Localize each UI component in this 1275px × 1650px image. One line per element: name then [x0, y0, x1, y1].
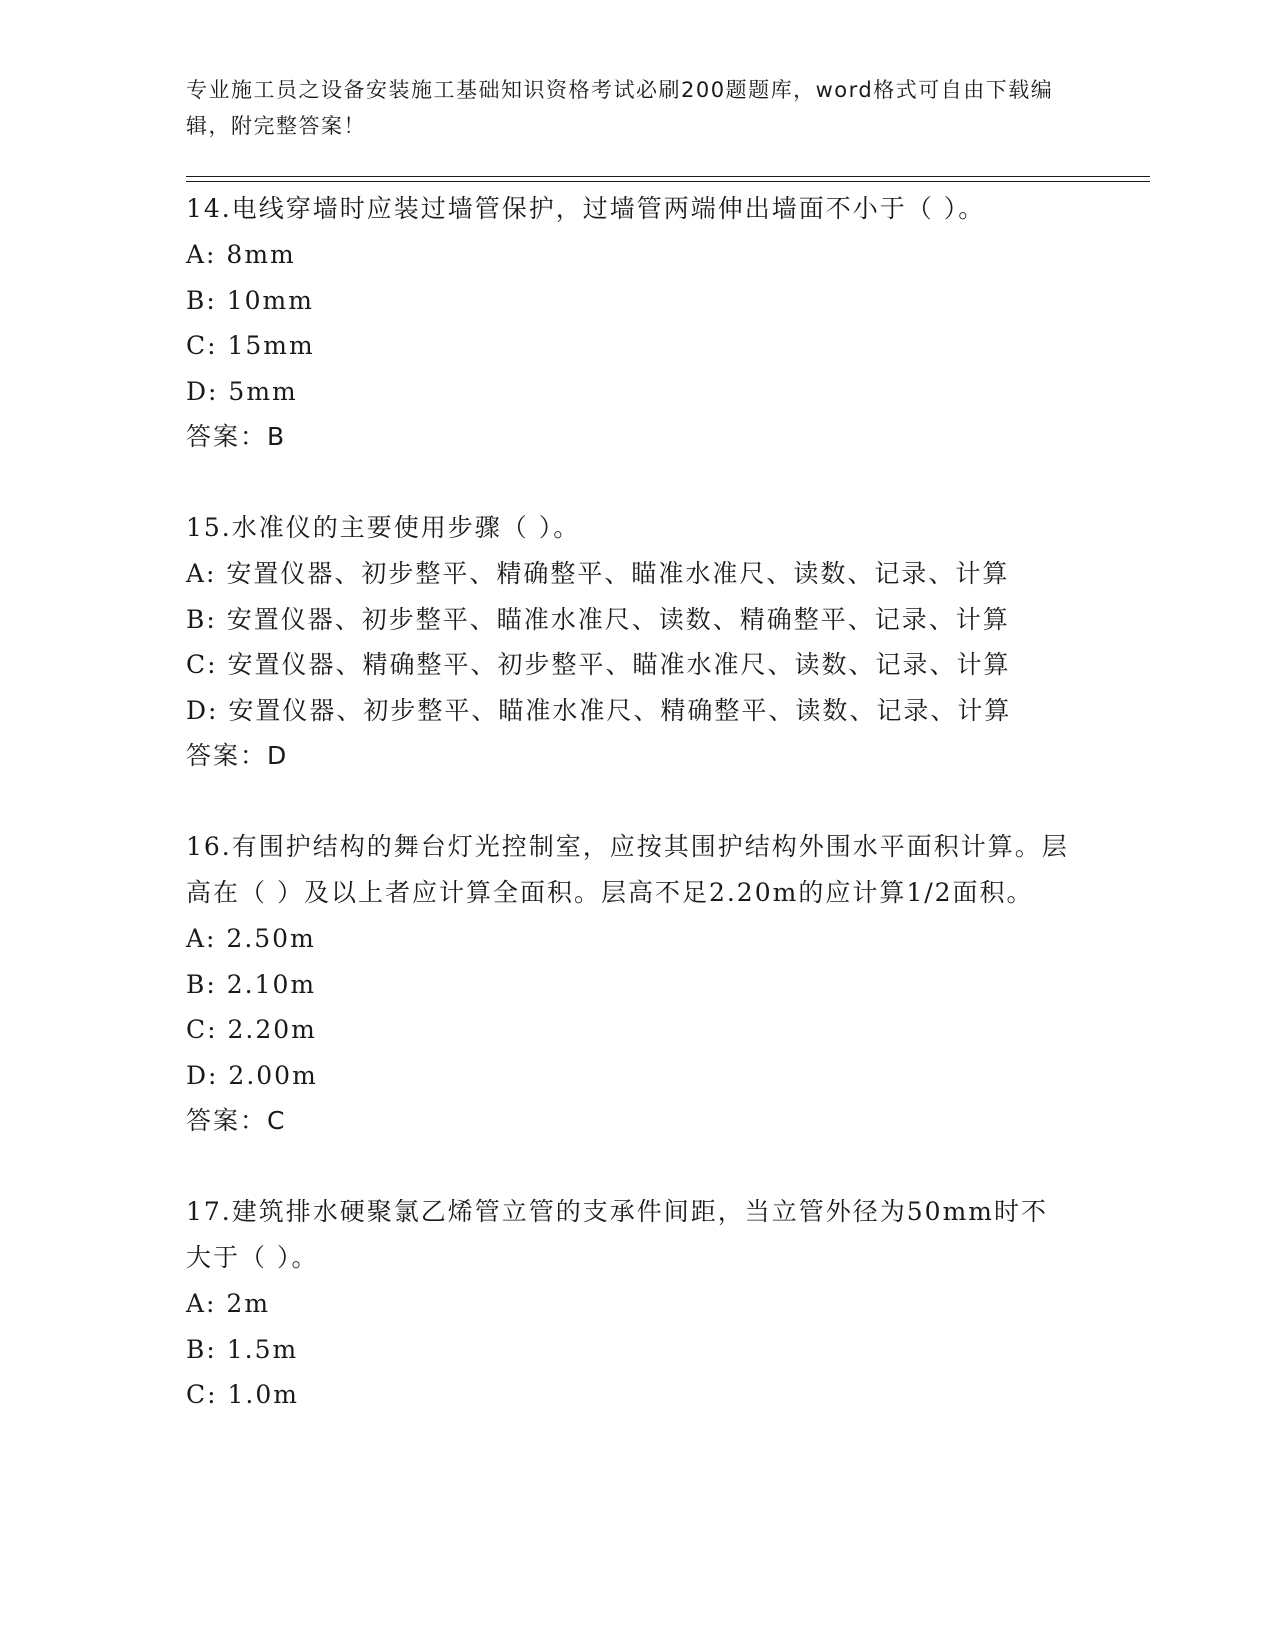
answer: 答案：D — [186, 741, 289, 770]
answer: 答案：C — [186, 1106, 287, 1135]
question-list — [186, 186, 1086, 1418]
option-c: C: 2.20m — [186, 1015, 317, 1044]
question-stem: 15.水准仪的主要使用步骤（ ）。 — [186, 513, 581, 542]
spacer — [186, 1144, 1086, 1189]
header-divider-top — [186, 176, 1150, 177]
option-c: C: 1.0m — [186, 1380, 299, 1409]
question-14 — [186, 186, 1086, 460]
option-d: D: 安置仪器、初步整平、瞄准水准尺、精确整平、读数、记录、计算 — [186, 695, 1012, 725]
header-divider-bottom — [186, 181, 1150, 182]
option-b: B: 安置仪器、初步整平、瞄准水准尺、读数、精确整平、记录、计算 — [186, 604, 1010, 634]
question-16 — [186, 824, 1086, 1144]
question-stem: 14.电线穿墙时应装过墙管保护，过墙管两端伸出墙面不小于（ ）。 — [186, 194, 986, 223]
option-b: B: 2.10m — [186, 969, 317, 999]
option-c: C: 安置仪器、精确整平、初步整平、瞄准水准尺、读数、记录、计算 — [186, 650, 1011, 679]
option-a: A: 安置仪器、初步整平、精确整平、瞄准水准尺、读数、记录、计算 — [186, 559, 1010, 588]
question-stem: 16.有围护结构的舞台灯光控制室，应按其围护结构外围水平面积计算。层高在（ ）及以上者应计算全面积。层高不足2.20m的应计算1/2面积。 — [186, 832, 1069, 907]
question-stem: 17.建筑排水硬聚氯乙烯管立管的支承件间距，当立管外径为50mm时不大于（ ）。 — [186, 1197, 1048, 1272]
option-d: D: 5mm — [186, 376, 298, 406]
option-d: D: 2.00m — [186, 1060, 318, 1090]
question-15 — [186, 505, 1086, 779]
option-b: B: 1.5m — [186, 1334, 299, 1364]
option-a: A: 2m — [186, 1289, 271, 1318]
spacer — [186, 779, 1086, 824]
option-b: B: 10mm — [186, 285, 314, 315]
option-c: C: 15mm — [186, 331, 315, 360]
option-a: A: 2.50m — [186, 924, 316, 953]
spacer — [186, 460, 1086, 505]
option-a: A: 8mm — [186, 240, 296, 269]
question-17 — [186, 1189, 1086, 1418]
answer: 答案：B — [186, 422, 287, 451]
document-header: 专业施工员之设备安装施工基础知识资格考试必刷200题题库，word格式可自由下载编辑，附完整答案！ — [186, 78, 1054, 138]
